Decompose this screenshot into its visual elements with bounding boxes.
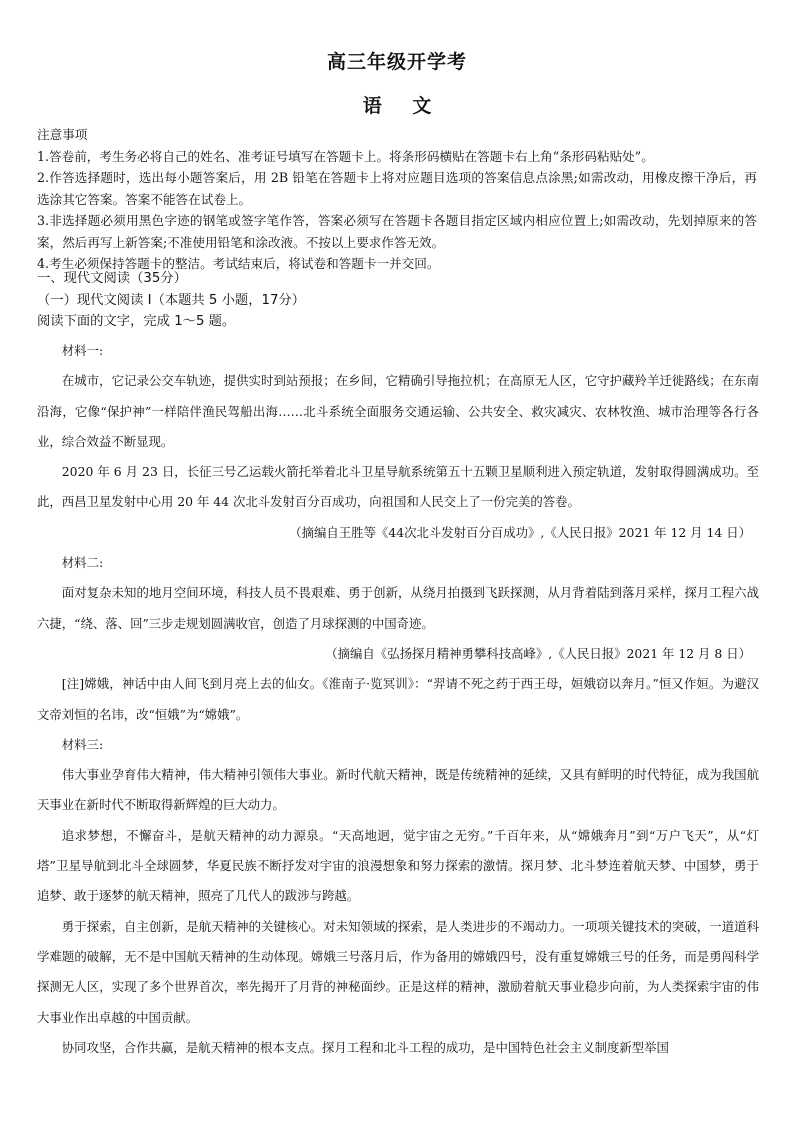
material-label: 材料三:	[61, 736, 104, 752]
note-item: 4.考生必须保持答题卡的整洁。考试结束后，将试卷和答题卡一并交回。	[37, 256, 440, 271]
notes-heading: 注意事项	[37, 127, 88, 142]
paragraph: 在城市，它记录公交车轨迹，提供实时到站预报；在乡间，它精确引导拖拉机；在高原无人区，它守护藏羚羊迁徙路线；在东南沿海，它像“保护神”一样陪伴渔民驾船出海……北斗系统全面服务交通运输、公共安全、救灾减灾、农林牧渔、城市治理等各行各业，综合效益不断显现。	[37, 373, 759, 449]
paragraph: 协同攻坚，合作共赢，是航天精神的根本支点。探月工程和北斗工程的成功，是中国特色社会主义制度新型举国	[61, 1039, 669, 1055]
reading-passage	[37, 336, 759, 1063]
paragraph: 2020 年 6 月 23 日，长征三号乙运载火箭托举着北斗卫星导航系统第五十五颗卫星顺利进入预定轨道，发射取得圆满成功。至此，西昌卫星发射中心用 20 年 44 次北斗发射百分百成功，向祖国和人民交上了一份完美的答卷。	[37, 464, 759, 510]
source-citation: （摘编自《弘扬探月精神勇攀科技高峰》,《人民日报》2021 年 12 月 8 日）	[325, 645, 751, 661]
paragraph: 追求梦想，不懈奋斗，是航天精神的动力源泉。“天高地迥，觉宇宙之无穷。”千百年来，从“嫦娥奔月”到“万户飞天”，从“灯塔”卫星导航到北斗全球圆梦，华夏民族不断抒发对宇宙的浪漫想象和努力探索的激情。探月梦、北斗梦连着航天梦、中国梦，勇于追梦、敢于逐梦的航天精神，照亮了几代人的跋涉与跨越。	[37, 827, 759, 904]
material-label: 材料二:	[61, 555, 104, 571]
paragraph: 伟大事业孕育伟大精神，伟大精神引领伟大事业。新时代航天精神，既是传统精神的延续，又具有鲜明的时代特征，成为我国航天事业在新时代不断取得新辉煌的巨大动力。	[37, 767, 759, 813]
sub-heading: （一）现代文阅读 I（本题共 5 小题，17分）	[37, 292, 306, 308]
footnote: [注]嫦娥，神话中由人间飞到月亮上去的仙女。《淮南子·览冥训》：“羿请不死之药于西王母，姮娥窃以奔月。”恒又作姮。为避汉文帝刘恒的名讳，改“恒娥”为“嫦娥”。	[37, 676, 759, 722]
exam-title: 高三年级开学考	[326, 51, 467, 73]
instruction: 阅读下面的文字，完成 1～5 题。	[37, 314, 236, 329]
note-item: 1.答卷前，考生务必将自己的姓名、准考证号填写在答题卡上。将条形码横贴在答题卡右上角“条形码粘贴处”。	[37, 148, 654, 164]
paragraph: 勇于探索，自主创新，是航天精神的关键核心。对未知领域的探索，是人类进步的不竭动力。一项项关键技术的突破，一道道科学难题的破解，无不是中国航天精神的生动体现。嫦娥三号落月后，作为备用的嫦娥四号，没有重复嫦娥三号的任务，而是勇闯科学探测无人区，实现了多个世界首次，率先揭开了月背的神秘面纱。正是这样的精神，激励着航天事业稳步向前，为人类探索宇宙的伟大事业作出卓越的中国贡献。	[37, 918, 759, 1025]
part-heading: 一、现代文阅读（35分）	[37, 271, 187, 286]
paragraph: 面对复杂未知的地月空间环境，科技人员不畏艰难、勇于创新，从绕月拍摄到飞跃探测，从月背着陆到落月采样，探月工程六战六捷，“绕、落、回”三步走规划圆满收官，创造了月球探测的中国奇迹。	[37, 585, 759, 631]
subject-title: 语 文	[362, 95, 444, 117]
source-citation: （摘编自王胜等《44次北斗发射百分百成功》,《人民日报》2021 年 12 月 14 日）	[289, 524, 751, 540]
notes-block	[37, 124, 757, 275]
note-item: 3.非选择题必须用黑色字迹的钢笔或签字笔作答，答案必须写在答题卡各题目指定区域内相应位置上;如需改动，先划掉原来的答案，然后再写上新答案;不准使用铅笔和涂改液。不按以上要求作答无效。	[37, 213, 757, 250]
note-item: 2.作答选择题时，选出每小题答案后，用 2B 铅笔在答题卡上将对应题目选项的答案信息点涂黑;如需改动，用橡皮擦干净后，再选涂其它答案。答案不能答在试卷上。	[37, 170, 757, 207]
section-heading-block	[37, 268, 757, 333]
material-label: 材料一:	[61, 343, 104, 358]
